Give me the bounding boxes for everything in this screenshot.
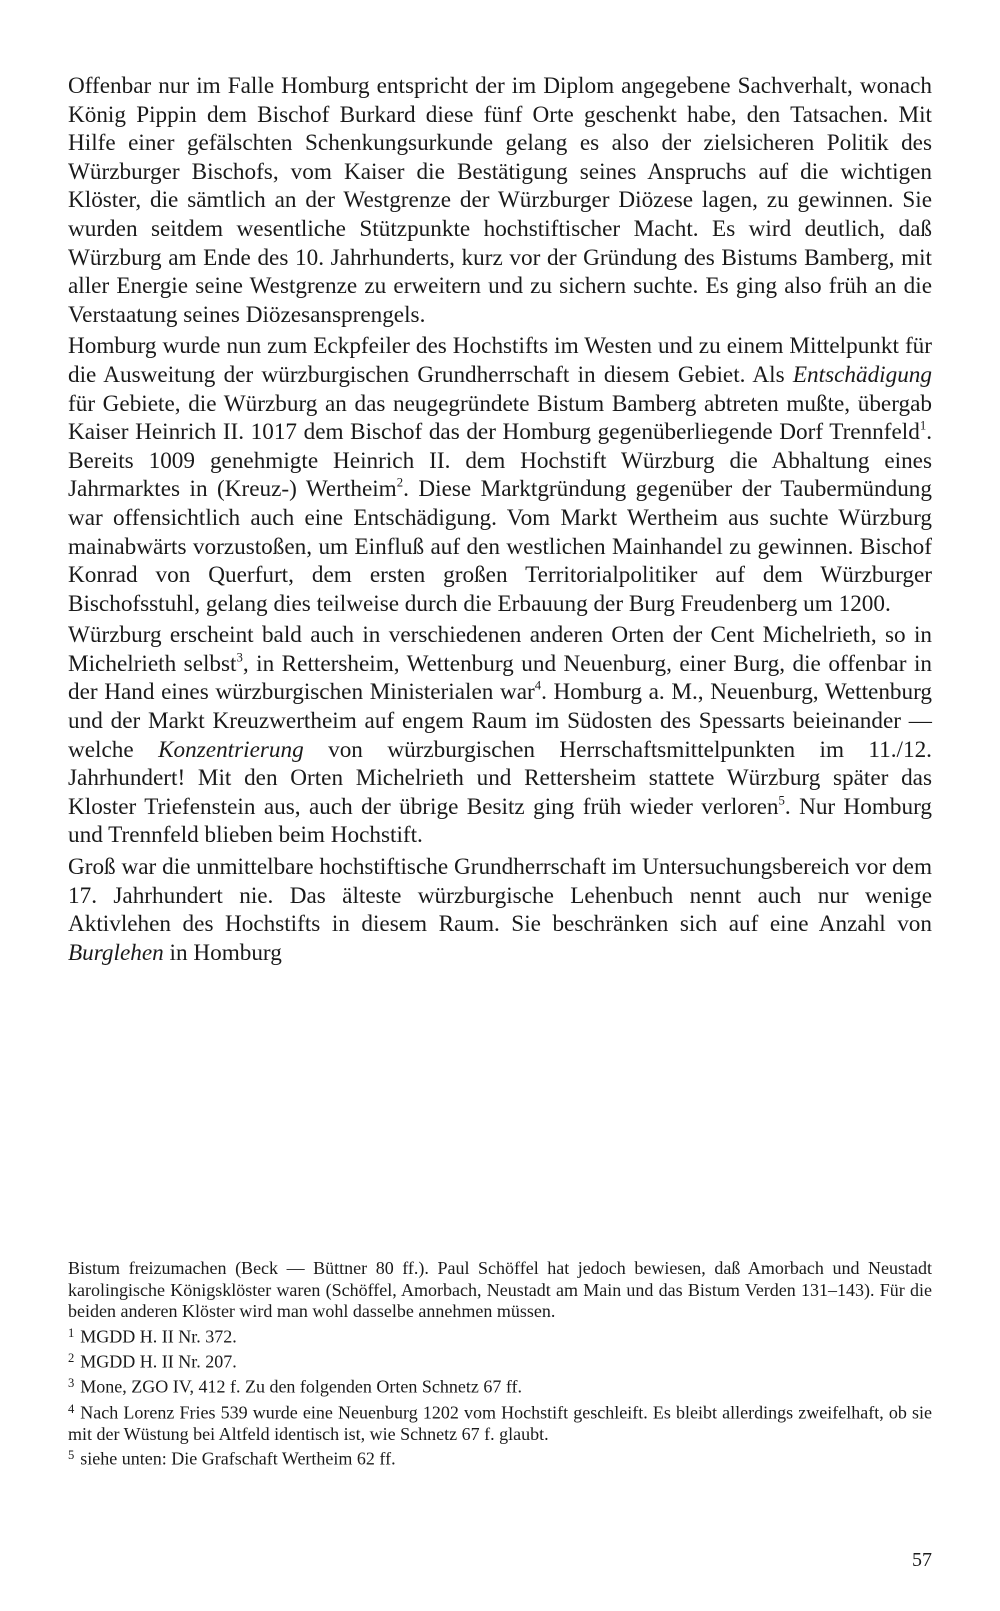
paragraph-2-text-d: . Bereits 1009 genehmigte Heinrich II. dem Hochstift Würzburg die Abhaltung eines Jahrmarktes in (Kreuz-) Wertheim [68,419,932,503]
footnote-number: 3 [68,1376,75,1391]
footnote-continuation: Bistum freizumachen (Beck — Büttner 80 ff.). Paul Schöffel hat jedoch bewiesen, daß Amorbach und Neustadt karolingische Königsklöster waren (Schöffel, Amorbach, Neustadt am Main und das Bistum Verden 131–143). Für die beiden anderen Klöster wird man wohl dasselbe annehmen müssen. [68,1258,932,1322]
emphasis-burglehen: Burglehen [68,939,164,966]
emphasis-entschaedigung: Entschädigung [792,361,932,388]
footnote-1 [68,1323,932,1348]
footnote-text: MGDD H. II Nr. 372. [80,1326,237,1347]
footnotes [68,1258,932,1471]
footnote-ref-5: 5 [778,793,785,808]
paragraph-2 [68,332,932,618]
footnote-4 [68,1399,932,1446]
paragraph-2-text-c: für Gebiete, die Würzburg an das neugegründete Bistum Bamberg abtreten mußte, übergab Kaiser Heinrich II. 1017 dem Bischof das der Homburg gegenüberliegende Dorf Trennfeld [68,390,932,446]
footnote-ref-3: 3 [236,650,243,665]
footnote-number: 2 [68,1351,75,1366]
paragraph-4-text-a: Groß war die unmittelbare hochstiftische Grundherrschaft im Untersuchungsbereich vor dem 17. Jahrhundert nie. Das älteste würzburgische Lehenbuch nennt auch nur wenige Aktivlehen des Hochstifts in diesem Raum. Sie beschränken sich auf eine Anzahl von [68,854,932,938]
paragraph-4 [68,853,932,967]
main-text [68,72,932,967]
footnote-ref-2: 2 [396,475,404,490]
footnote-number: 5 [68,1448,75,1463]
footnote-text: Nach Lorenz Fries 539 wurde eine Neuenburg 1202 vom Hochstift geschleift. Es bleibt allerdings zweifelhaft, ob sie mit der Wüstung bei Altfeld identisch ist, wie Schnetz 67 f. glaubt. [68,1402,932,1444]
paragraph-3-text-c: . Homburg a. M., Neuenburg, Wettenburg und der Markt Kreuzwertheim auf engem Raum im Südosten des Spessarts beieinander — welche [68,679,932,763]
paragraph-3-text-e: von würzburgischen Herrschaftsmittelpunkten im 11./12. Jahrhundert! Mit den Orten Michelrieth und Rettersheim stattete Würzburg später das Kloster Triefenstein aus, auch der übrige Besitz ging früh wieder verloren [68,736,932,820]
paragraph-3-text-a: Würzburg erscheint bald auch in verschiedenen anderen Orten der Cent Michelrieth, so in Michelrieth selbst [68,622,932,677]
paragraph-3-text-b: , in Rettersheim, Wettenburg und Neuenburg, einer Burg, die offenbar in der Hand eines würzburgischen Ministerialen war [68,650,932,706]
footnote-number: 4 [68,1401,75,1416]
paragraph-3 [68,621,932,850]
page-number: 57 [912,1549,932,1571]
footnote-ref-1: 1 [919,418,927,433]
footnote-text: MGDD H. II Nr. 207. [80,1351,237,1372]
footnote-2 [68,1348,932,1373]
footnote-5 [68,1445,932,1470]
footnote-ref-4: 4 [534,678,542,693]
footnote-text: Mone, ZGO IV, 412 f. Zu den folgenden Orten Schnetz 67 ff. [80,1376,523,1397]
paragraph-2-text-a: Homburg wurde nun zum Eckpfeiler des Hochstifts im Westen und zu einem Mittelpunkt für die Ausweitung der würzburgischen Grundherrschaft in diesem Gebiet. Als [68,333,932,388]
emphasis-konzentrierung: Konzentrierung [158,736,304,763]
paragraph-2-text-e: . Diese Marktgründung gegenüber der Taubermündung war offensichtlich auch eine Entschädigung. Vom Markt Wertheim aus suchte Würzburg mainabwärts vorzustoßen, um Einfluß auf den westlichen Mainhandel zu gewinnen. Bischof Konrad von Querfurt, dem ersten großen Territorialpolitiker auf dem Würzburger Bischofsstuhl, gelang dies teilweise durch die Erbauung der Burg Freudenberg um 1200. [68,476,932,617]
footnote-number: 1 [68,1325,75,1340]
paragraph-1: Offenbar nur im Falle Homburg entspricht der im Diplom angegebene Sachverhalt, wonach König Pippin dem Bischof Burkard diese fünf Orte geschenkt habe, den Tatsachen. Mit Hilfe einer gefälschten Schenkungsurkunde gelang es also der zielsicheren Politik des Würzburger Bischofs, vom Kaiser die Bestätigung seines Anspruchs auf die wichtigen Klöster, die sämtlich an der Westgrenze der Würzburger Diözese lagen, zu gewinnen. Sie wurden seitdem wesentliche Stützpunkte hochstiftischer Macht. Es wird deutlich, daß Würzburg am Ende des 10. Jahrhunderts, kurz vor der Gründung des Bistums Bamberg, mit aller Energie seine Westgrenze zu erweitern und zu sichern suchte. Es ging also früh an die Verstaatung seines Diözesansprengels. [68,73,932,328]
footnote-3 [68,1373,932,1398]
paragraph-4-text-c: in Homburg [163,939,282,966]
paragraph-3-text-f: . Nur Homburg und Trennfeld blieben beim Hochstift. [68,793,932,849]
footnote-text: siehe unten: Die Grafschaft Wertheim 62 ff. [80,1449,396,1470]
